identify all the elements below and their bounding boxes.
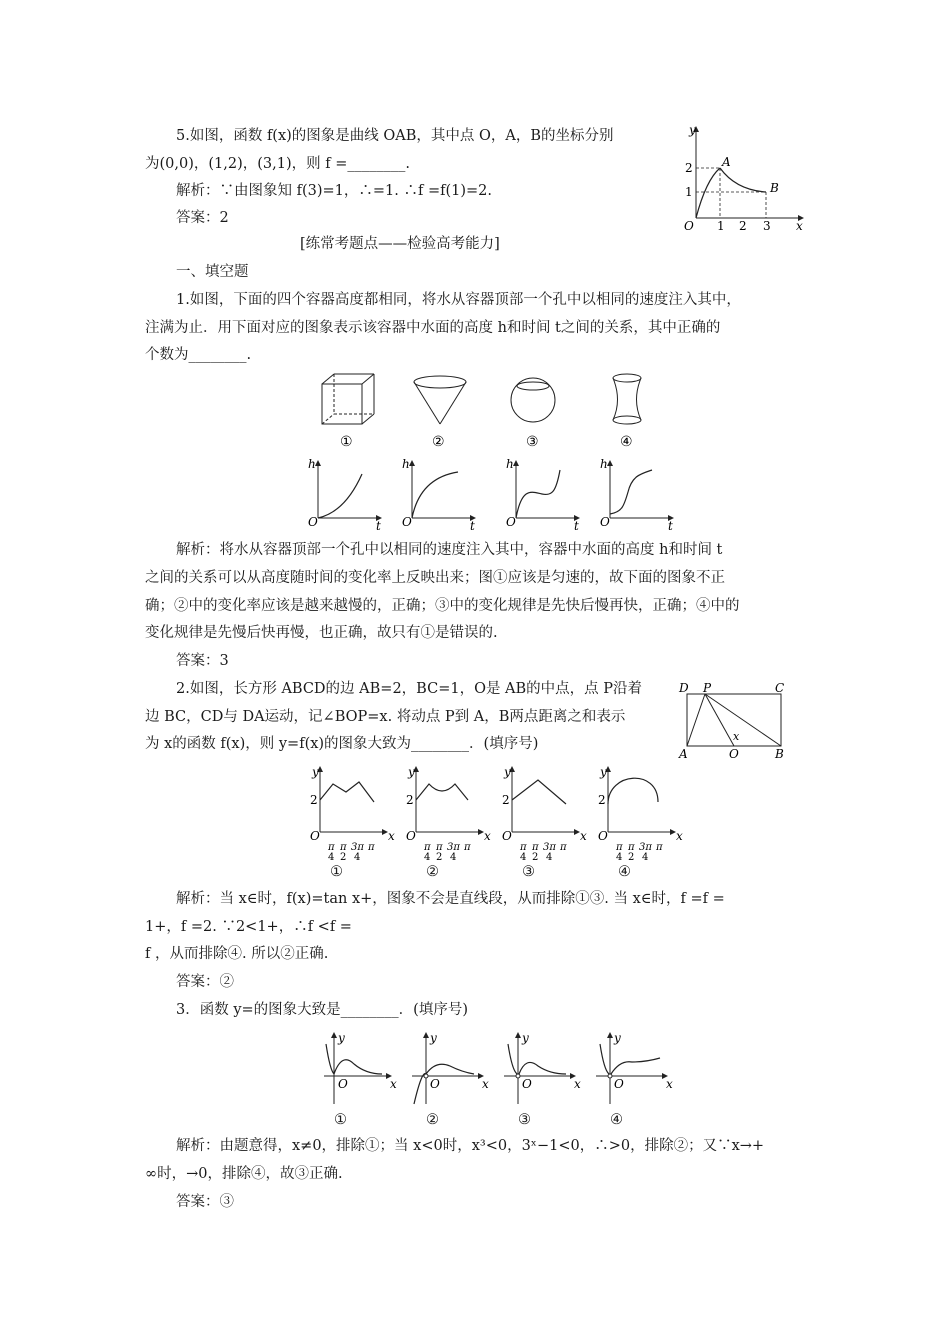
q3-label-2: ② bbox=[426, 1112, 439, 1128]
svg-text:π: π bbox=[520, 842, 527, 853]
svg-text:2: 2 bbox=[502, 793, 510, 807]
q2-line-1: 2.如图，长方形 ABCD的边 AB=2，BC=1，O是 AB的中点，点 P沿着 bbox=[176, 681, 643, 697]
q2-expl-3: f ，从而排除④. 所以②正确. bbox=[145, 946, 329, 962]
q3-answer: 答案：③ bbox=[176, 1194, 234, 1210]
svg-text:x: x bbox=[482, 1077, 489, 1091]
svg-text:h: h bbox=[600, 457, 608, 471]
q2-label-1: ① bbox=[330, 864, 343, 880]
section-subtitle: 一、填空题 bbox=[176, 264, 249, 280]
q1-graphs bbox=[300, 456, 700, 532]
svg-text:π: π bbox=[328, 842, 335, 853]
q1-label-2: ② bbox=[432, 434, 445, 450]
q2-point-o: O bbox=[729, 747, 739, 761]
q1-graph-1 bbox=[308, 457, 382, 533]
svg-text:x: x bbox=[484, 829, 491, 843]
q2-graph-1 bbox=[310, 765, 395, 863]
svg-text:t: t bbox=[574, 519, 579, 533]
svg-text:x: x bbox=[666, 1077, 673, 1091]
q2-point-p: P bbox=[703, 681, 712, 695]
svg-text:y: y bbox=[430, 1031, 437, 1045]
q3-label-1: ① bbox=[334, 1112, 347, 1128]
q2-point-c: C bbox=[775, 681, 785, 695]
svg-text:2: 2 bbox=[406, 793, 414, 807]
q3-graph-3 bbox=[504, 1031, 581, 1104]
q3-label-4: ④ bbox=[610, 1112, 623, 1128]
svg-text:π: π bbox=[532, 842, 539, 853]
svg-text:π: π bbox=[368, 842, 375, 853]
svg-text:3π: 3π bbox=[639, 842, 652, 853]
svg-text:x: x bbox=[388, 829, 395, 843]
svg-text:h: h bbox=[402, 457, 410, 471]
svg-text:x: x bbox=[580, 829, 587, 843]
svg-text:y: y bbox=[338, 1031, 345, 1045]
svg-text:O: O bbox=[406, 829, 416, 843]
svg-text:t: t bbox=[668, 519, 673, 533]
q3-label-3: ③ bbox=[518, 1112, 531, 1128]
q2-graph-2 bbox=[406, 765, 491, 863]
svg-text:π: π bbox=[424, 842, 431, 853]
svg-text:4: 4 bbox=[328, 852, 335, 863]
q5-figure bbox=[676, 120, 806, 235]
svg-text:O: O bbox=[338, 1077, 348, 1091]
q5-answer: 答案：2 bbox=[176, 210, 229, 226]
svg-text:4: 4 bbox=[354, 852, 361, 863]
svg-text:h: h bbox=[506, 457, 514, 471]
svg-text:O: O bbox=[308, 515, 318, 529]
q2-expl-1: 解析：当 x∈时，f(x)=tan x+，图象不会是直线段，从而排除①③. 当 x∈时，f =f = bbox=[176, 891, 725, 907]
q2-rectangle-figure bbox=[675, 680, 795, 764]
q5-curve-ab bbox=[720, 168, 766, 192]
q3-expl-1: 解析：由题意得，x≠0，排除①；当 x<0时，x³<0，3ˣ−1<0，∴>0，排除②；又∵x→+ bbox=[176, 1138, 765, 1154]
svg-text:y: y bbox=[614, 1031, 621, 1045]
container-cube bbox=[322, 374, 374, 424]
svg-text:2: 2 bbox=[340, 852, 347, 863]
q1-line-2: 注满为止．用下面对应的图象表示该容器中水面的高度 h和时间 t之间的关系，其中正确的 bbox=[145, 320, 721, 336]
q2-expl-2: 1+，f =2. ∵2<1+，∴f <f = bbox=[145, 919, 352, 935]
svg-text:x: x bbox=[390, 1077, 397, 1091]
svg-text:O: O bbox=[430, 1077, 440, 1091]
q3-graph-1 bbox=[324, 1031, 397, 1104]
q5-tick-y-1: 1 bbox=[685, 185, 693, 199]
svg-text:4: 4 bbox=[424, 852, 431, 863]
q5-x-label: x bbox=[796, 219, 803, 233]
svg-text:x: x bbox=[676, 829, 683, 843]
svg-text:O: O bbox=[522, 1077, 532, 1091]
svg-text:4: 4 bbox=[642, 852, 649, 863]
q1-expl-3: 确；②中的变化率应该是越来越慢的，正确；③中的变化规律是先快后慢再快，正确；④中的 bbox=[145, 598, 740, 614]
q5-line-1: 5.如图，函数 f(x)的图象是曲线 OAB，其中点 O，A，B的坐标分别 bbox=[176, 128, 614, 144]
svg-text:t: t bbox=[376, 519, 381, 533]
svg-text:O: O bbox=[310, 829, 320, 843]
svg-text:3π: 3π bbox=[447, 842, 460, 853]
svg-text:π: π bbox=[464, 842, 471, 853]
svg-text:O: O bbox=[402, 515, 412, 529]
svg-text:3π: 3π bbox=[351, 842, 364, 853]
svg-text:y: y bbox=[600, 765, 607, 779]
q3-graph-2 bbox=[412, 1031, 489, 1104]
q2-line-2: 边 BC，CD与 DA运动，记∠BOP=x. 将动点 P到 A，B两点距离之和表示 bbox=[145, 709, 626, 725]
svg-text:O: O bbox=[598, 829, 608, 843]
q5-tick-x-1: 1 bbox=[717, 219, 725, 233]
q1-label-3: ③ bbox=[526, 434, 539, 450]
svg-text:2: 2 bbox=[310, 793, 318, 807]
svg-text:3π: 3π bbox=[543, 842, 556, 853]
q3-graph-4 bbox=[596, 1031, 673, 1104]
svg-text:O: O bbox=[506, 515, 516, 529]
svg-text:2: 2 bbox=[532, 852, 539, 863]
svg-text:π: π bbox=[628, 842, 635, 853]
q2-point-d: D bbox=[679, 681, 689, 695]
q5-line-2: 为(0,0)，(1,2)，(3,1)，则 f =________. bbox=[145, 156, 410, 172]
q2-point-b: B bbox=[775, 747, 784, 761]
q5-tick-x-3: 3 bbox=[763, 219, 771, 233]
q2-label-3: ③ bbox=[522, 864, 535, 880]
q5-point-a: A bbox=[722, 155, 731, 169]
q5-solution: 解析：∵由图象知 f(3)=1，∴=1. ∴f =f(1)=2. bbox=[176, 183, 492, 199]
svg-text:4: 4 bbox=[450, 852, 457, 863]
svg-text:y: y bbox=[522, 1031, 529, 1045]
svg-text:O: O bbox=[600, 515, 610, 529]
q5-curve-oa bbox=[696, 168, 720, 218]
section-title: [练常考题点——检验高考能力] bbox=[300, 236, 500, 252]
q2-label-2: ② bbox=[426, 864, 439, 880]
svg-text:2: 2 bbox=[628, 852, 635, 863]
svg-text:2: 2 bbox=[436, 852, 443, 863]
q2-graphs bbox=[300, 764, 683, 863]
q1-expl-1: 解析：将水从容器顶部一个孔中以相同的速度注入其中，容器中水面的高度 h和时间 t bbox=[176, 542, 723, 558]
q1-line-1: 1.如图，下面的四个容器高度都相同，将水从容器顶部一个孔中以相同的速度注入其中， bbox=[176, 292, 741, 308]
q1-line-3: 个数为________. bbox=[145, 347, 252, 363]
q5-y-label: y bbox=[689, 123, 696, 137]
svg-text:O: O bbox=[502, 829, 512, 843]
q1-graph-4 bbox=[600, 457, 674, 533]
q1-expl-4: 变化规律是先慢后快再慢，也正确，故只有①是错误的. bbox=[145, 625, 498, 641]
svg-text:π: π bbox=[560, 842, 567, 853]
q3-line-1: 3．函数 y=的图象大致是________．(填序号) bbox=[176, 1002, 468, 1018]
q3-graphs bbox=[316, 1030, 686, 1106]
q5-origin: O bbox=[684, 219, 694, 233]
q2-line-3: 为 x的函数 f(x)，则 y=f(x)的图象大致为________．(填序号) bbox=[145, 736, 539, 752]
container-sphere bbox=[511, 378, 555, 422]
svg-text:2: 2 bbox=[598, 793, 606, 807]
q1-label-4: ④ bbox=[620, 434, 633, 450]
q1-containers bbox=[300, 368, 700, 458]
q2-graph-4 bbox=[598, 765, 683, 863]
svg-text:y: y bbox=[312, 765, 319, 779]
q2-angle-x: x bbox=[733, 730, 740, 743]
q3-expl-2: ∞时，→0，排除④，故③正确. bbox=[145, 1166, 343, 1182]
svg-text:4: 4 bbox=[616, 852, 623, 863]
q1-expl-2: 之间的关系可以从高度随时间的变化率上反映出来；图①应该是匀速的，故下面的图象不正 bbox=[145, 570, 725, 586]
svg-text:π: π bbox=[436, 842, 443, 853]
container-cone bbox=[414, 376, 466, 424]
q1-answer: 答案：3 bbox=[176, 653, 229, 669]
q1-graph-3 bbox=[506, 457, 580, 533]
q5-tick-x-2: 2 bbox=[739, 219, 747, 233]
q2-label-4: ④ bbox=[618, 864, 631, 880]
q5-point-b: B bbox=[770, 181, 779, 195]
svg-text:x: x bbox=[574, 1077, 581, 1091]
svg-text:t: t bbox=[470, 519, 475, 533]
svg-text:O: O bbox=[614, 1077, 624, 1091]
svg-text:4: 4 bbox=[520, 852, 527, 863]
svg-text:π: π bbox=[616, 842, 623, 853]
svg-text:y: y bbox=[408, 765, 415, 779]
q1-label-1: ① bbox=[340, 434, 353, 450]
svg-text:π: π bbox=[340, 842, 347, 853]
q1-graph-2 bbox=[402, 457, 476, 533]
q2-graph-3 bbox=[502, 765, 587, 863]
q5-tick-y-2: 2 bbox=[685, 161, 693, 175]
q2-answer: 答案：② bbox=[176, 974, 234, 990]
q2-point-a: A bbox=[679, 747, 688, 761]
svg-text:h: h bbox=[308, 457, 316, 471]
svg-text:y: y bbox=[504, 765, 511, 779]
svg-text:π: π bbox=[656, 842, 663, 853]
svg-text:4: 4 bbox=[546, 852, 553, 863]
container-hourglass bbox=[613, 374, 641, 424]
